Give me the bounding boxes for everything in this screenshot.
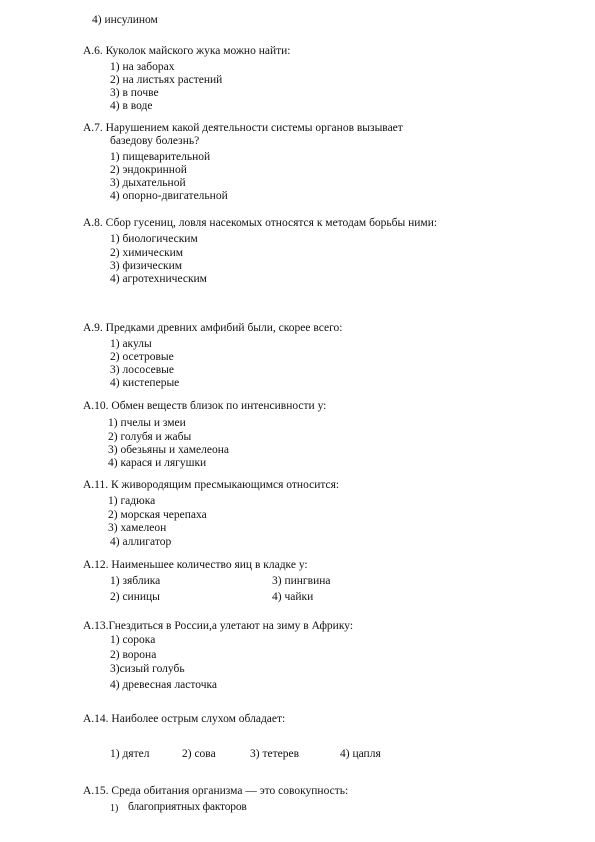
answer-option: 2) эндокринной bbox=[110, 164, 187, 176]
answer-option: 4) в воде bbox=[110, 100, 153, 112]
question-a10: А.10. Обмен веществ близок по интенсивности у: bbox=[83, 400, 327, 412]
answer-option: 3) дыхательной bbox=[110, 177, 186, 189]
answer-option: 2) сова bbox=[182, 748, 216, 760]
answer-option: 4) древесная ласточка bbox=[110, 679, 218, 691]
answer-option: 1) зяблика bbox=[110, 575, 161, 587]
answer-option: 2) осетровые bbox=[110, 351, 174, 363]
answer-option: 2) на листьях растений bbox=[110, 74, 223, 86]
answer-option: 4) кистеперые bbox=[110, 377, 180, 389]
answer-option: 3) лососевые bbox=[110, 364, 174, 376]
answer-option: 1) сорока bbox=[110, 634, 156, 646]
answer-option: 3) хамелеон bbox=[108, 522, 167, 534]
answer-option: 4) аллигатор bbox=[110, 536, 172, 548]
answer-option: 1) биологическим bbox=[110, 233, 198, 245]
answer-option: 3) в почве bbox=[110, 87, 159, 99]
answer-option: 3)сизый голубь bbox=[110, 663, 185, 675]
answer-option: 2) синицы bbox=[110, 591, 160, 603]
question-a15: А.15. Среда обитания организма — это совокупность: bbox=[83, 785, 349, 797]
answer-option: 4) агротехническим bbox=[110, 273, 207, 285]
answer-option: 2) ворона bbox=[110, 649, 157, 661]
answer-option: 1) дятел bbox=[110, 748, 150, 760]
answer-option: 4) инсулином bbox=[92, 14, 158, 26]
answer-option: 1) на заборах bbox=[110, 61, 175, 73]
answer-option: 2) морская черепаха bbox=[108, 509, 207, 521]
question-a14: А.14. Наиболее острым слухом обладает: bbox=[83, 713, 286, 725]
answer-option: 2) голубя и жабы bbox=[108, 431, 192, 443]
question-a9: А.9. Предками древних амфибий были, скорее всего: bbox=[83, 322, 343, 334]
question-a6: А.6. Куколок майского жука можно найти: bbox=[83, 45, 291, 57]
answer-option: 1) акулы bbox=[110, 338, 152, 350]
answer-option: 4) опорно-двигательной bbox=[110, 190, 228, 202]
question-a8: А.8. Сбор гусениц, ловля насекомых относятся к методам борьбы ними: bbox=[83, 217, 438, 229]
answer-option: 3) обезьяны и хамелеона bbox=[108, 444, 229, 456]
answer-option: 4) цапля bbox=[340, 748, 381, 760]
answer-option: 3) пингвина bbox=[272, 575, 331, 587]
answer-option: 1) гадюка bbox=[108, 495, 156, 507]
answer-option: 1) пчелы и змеи bbox=[108, 417, 186, 429]
question-a7: А.7. Нарушением какой деятельности системы органов вызывает bbox=[83, 122, 403, 134]
answer-option: 4) чайки bbox=[272, 591, 314, 603]
answer-option: 2) химическим bbox=[110, 247, 184, 259]
question-a11: А.11. К живородящим пресмыкающимся относится: bbox=[83, 479, 340, 491]
answer-option: благоприятных факторов bbox=[128, 801, 247, 813]
answer-option: 4) карася и лягушки bbox=[108, 457, 207, 469]
question-a7-continued: базедову болезнь? bbox=[110, 135, 200, 147]
answer-option: 1) пищеварительной bbox=[110, 151, 211, 163]
question-a12: А.12. Наименьшее количество яиц в кладке у: bbox=[83, 559, 308, 571]
answer-option: 3) физическим bbox=[110, 260, 183, 272]
question-a13: А.13.Гнездиться в России,а улетают на зиму в Африку: bbox=[83, 620, 354, 632]
answer-option-number: 1) bbox=[110, 803, 119, 814]
answer-option: 3) тетерев bbox=[250, 748, 299, 760]
